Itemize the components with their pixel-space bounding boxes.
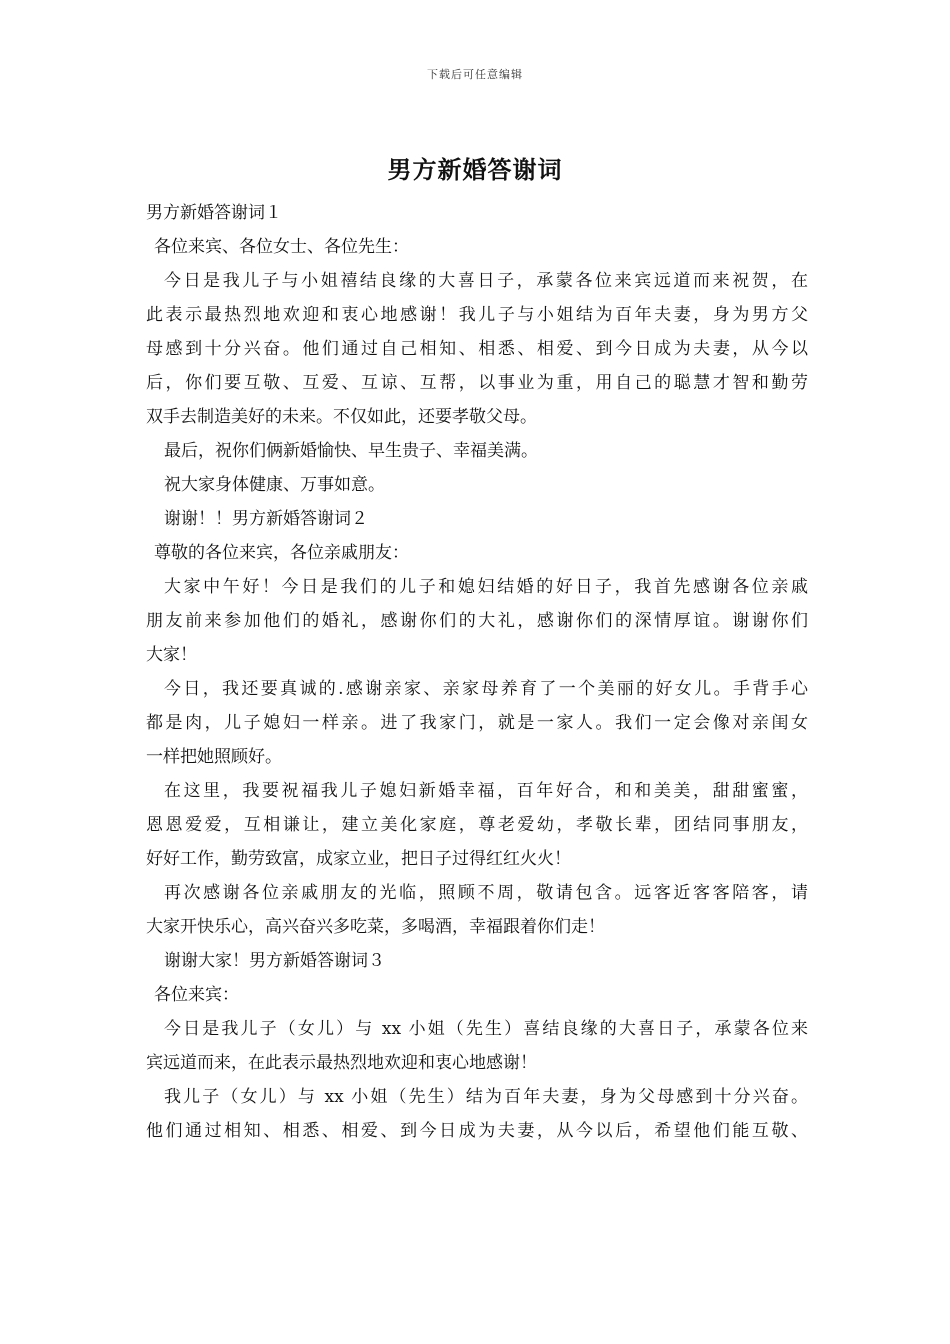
text-line: 大家中午好！今日是我们的儿子和媳妇结婚的好日子，我首先感谢各位亲戚: [164, 577, 808, 597]
text-line: 今日，我还要真诚的.感谢亲家、亲家母养育了一个美丽的好女儿。手背手心: [164, 679, 808, 699]
text-line: 尊敬的各位来宾，各位亲戚朋友：: [154, 543, 409, 563]
text-line: 一样把她照顾好。: [146, 747, 282, 767]
text-line: 宾远道而来，在此表示最热烈地欢迎和衷心地感谢！: [146, 1053, 537, 1073]
text-line: 都是肉，儿子媳妇一样亲。进了我家门，就是一家人。我们一定会像对亲闺女: [146, 713, 808, 733]
text-line: 各位来宾：: [154, 985, 239, 1005]
text-line: 再次感谢各位亲戚朋友的光临，照顾不周，敬请包含。远客近客客陪客，请: [164, 883, 808, 903]
text-line: 谢谢大家！男方新婚答谢词３: [164, 951, 385, 971]
text-line: 他们通过相知、相悉、相爱、到今日成为夫妻，从今以后，希望他们能互敬、: [146, 1121, 808, 1141]
text-line: 此表示最热烈地欢迎和衷心地感谢！我儿子与小姐结为百年夫妻，身为男方父: [146, 305, 808, 325]
text-line: 大家开快乐心，高兴奋兴多吃菜，多喝酒，幸福跟着你们走！: [146, 917, 605, 937]
document-title: 男方新婚答谢词: [387, 155, 563, 184]
text-line: 今日是我儿子与小姐禧结良缘的大喜日子，承蒙各位来宾远道而来祝贺，在: [164, 271, 808, 291]
header-note: 下载后可任意编辑: [427, 68, 523, 81]
text-line: 母感到十分兴奋。他们通过自己相知、相悉、相爱、到今日成为夫妻，从今以: [146, 339, 808, 359]
text-line: 后，你们要互敬、互爱、互谅、互帮，以事业为重，用自己的聪慧才智和勤劳: [146, 373, 808, 393]
text-line: 谢谢！！男方新婚答谢词２: [164, 509, 368, 529]
text-line: 恩恩爱爱，互相谦让，建立美化家庭，尊老爱幼，孝敬长辈，团结同事朋友，: [146, 815, 808, 835]
text-line: 男方新婚答谢词１: [146, 203, 282, 223]
text-line: 最后，祝你们俩新婚愉快、早生贵子、幸福美满。: [164, 441, 538, 461]
text-line: 双手去制造美好的未来。不仅如此，还要孝敬父母。: [146, 407, 537, 427]
text-line: 各位来宾、各位女士、各位先生：: [154, 237, 409, 257]
text-line: 我儿子（女儿）与 xx 小姐（先生）结为百年夫妻，身为父母感到十分兴奋。: [164, 1087, 808, 1107]
text-line: 今日是我儿子（女儿）与 xx 小姐（先生）喜结良缘的大喜日子，承蒙各位来: [164, 1019, 808, 1039]
document-body: [146, 196, 808, 1148]
text-line: 朋友前来参加他们的婚礼，感谢你们的大礼，感谢你们的深情厚谊。谢谢你们: [146, 611, 808, 631]
text-line: 大家！: [146, 645, 197, 665]
text-line: 好好工作，勤劳致富，成家立业，把日子过得红红火火！: [146, 849, 571, 869]
text-line: 在这里，我要祝福我儿子媳妇新婚幸福，百年好合，和和美美，甜甜蜜蜜，: [164, 781, 808, 801]
text-line: 祝大家身体健康、万事如意。: [164, 475, 385, 495]
